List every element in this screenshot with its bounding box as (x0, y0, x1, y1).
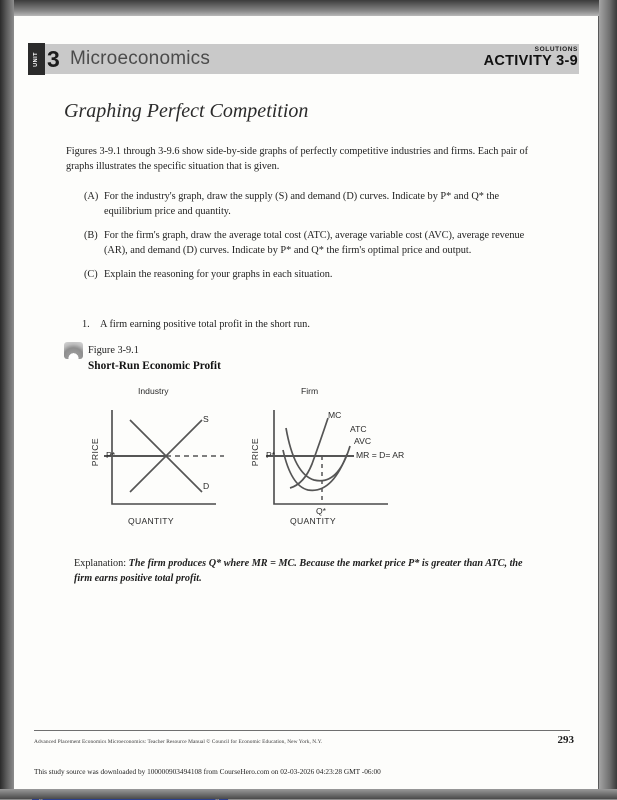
figure-subtitle: Short-Run Economic Profit (88, 360, 221, 372)
industry-x-axis-label: QUANTITY (128, 516, 174, 526)
scan-edge-top (0, 0, 617, 16)
atc-curve-label: ATC (350, 424, 367, 434)
document-page (12, 12, 598, 790)
firm-price-label: P* (266, 450, 276, 460)
scan-edge-right (599, 0, 617, 799)
supply-curve-label: S (203, 414, 209, 424)
explanation-answer: The firm produces Q* where MR = MC. Because the market price P* is greater than ATC, the firm earns positive total profit. (74, 558, 523, 584)
industry-y-axis-label: PRICE (90, 438, 100, 467)
header-subject: Microeconomics (70, 48, 211, 69)
intro-paragraph: Figures 3-9.1 through 3-9.6 show side-by-side graphs of perfectly competitive industries and firms. Each pair of graphs illustrates the specific situation that is given. (66, 146, 529, 172)
page-title: Graphing Perfect Competition (64, 100, 309, 122)
solutions-label: SOLUTIONS (534, 46, 578, 53)
header-activity-block (484, 46, 578, 69)
footer-divider (34, 730, 570, 731)
page-number: 293 (557, 734, 574, 746)
footer-credit: Advanced Placement Economics Microeconomics: Teacher Resource Manual © Council for Economic Education, New York, N.Y. (34, 739, 323, 745)
list-item (84, 268, 542, 283)
instruction-list (84, 190, 542, 293)
activity-label: ACTIVITY 3-9 (483, 53, 578, 69)
question-number: 1. (82, 319, 90, 330)
explanation (74, 557, 536, 586)
list-item-text: For the firm's graph, draw the average total cost (ATC), average variable cost (AVC), average revenue (AR), and demand (D) curves. Indicate by P* and Q* the firm's optimal price and output. (104, 230, 525, 256)
unit-number: 3 (47, 46, 60, 72)
list-item-marker: (A) (84, 191, 99, 202)
firm-quantity-label: Q* (316, 506, 327, 516)
firm-y-axis-label: PRICE (250, 438, 260, 467)
question-item (82, 318, 532, 332)
mc-curve-label: MC (328, 410, 342, 420)
firm-graph-title: Firm (301, 386, 319, 396)
list-item-marker: (B) (84, 230, 98, 241)
industry-price-label: P* (106, 450, 116, 460)
scan-edge-bottom (0, 789, 617, 799)
question-text: A firm earning positive total profit in the short run. (100, 319, 310, 330)
mr-curve-label: MR = D= AR (356, 450, 405, 460)
figure-marker-icon (64, 342, 83, 359)
list-item (84, 190, 542, 219)
avc-curve-label: AVC (354, 436, 372, 446)
scan-edge-left (0, 0, 14, 799)
unit-word: UNIT (32, 51, 39, 67)
figure-caption: Figure 3-9.1 (88, 345, 139, 356)
unit-badge (28, 43, 45, 75)
list-item-marker: (C) (84, 269, 98, 280)
list-item-text: For the industry's graph, draw the supply (S) and demand (D) curves. Indicate by P* and Q* the equilibrium price and quantity. (104, 191, 500, 217)
firm-x-axis-label: QUANTITY (290, 516, 336, 526)
demand-curve-label: D (203, 481, 210, 491)
industry-graph-title: Industry (138, 386, 169, 396)
figure-graphs (90, 386, 428, 538)
watermark-download-text: This study source was downloaded by 100000903494108 from CourseHero.com on 02-03-2026 04:23:28 GMT -06:00 (34, 767, 381, 776)
explanation-label: Explanation: (74, 558, 127, 569)
list-item (84, 229, 542, 258)
list-item-text: Explain the reasoning for your graphs in each situation. (104, 269, 333, 280)
